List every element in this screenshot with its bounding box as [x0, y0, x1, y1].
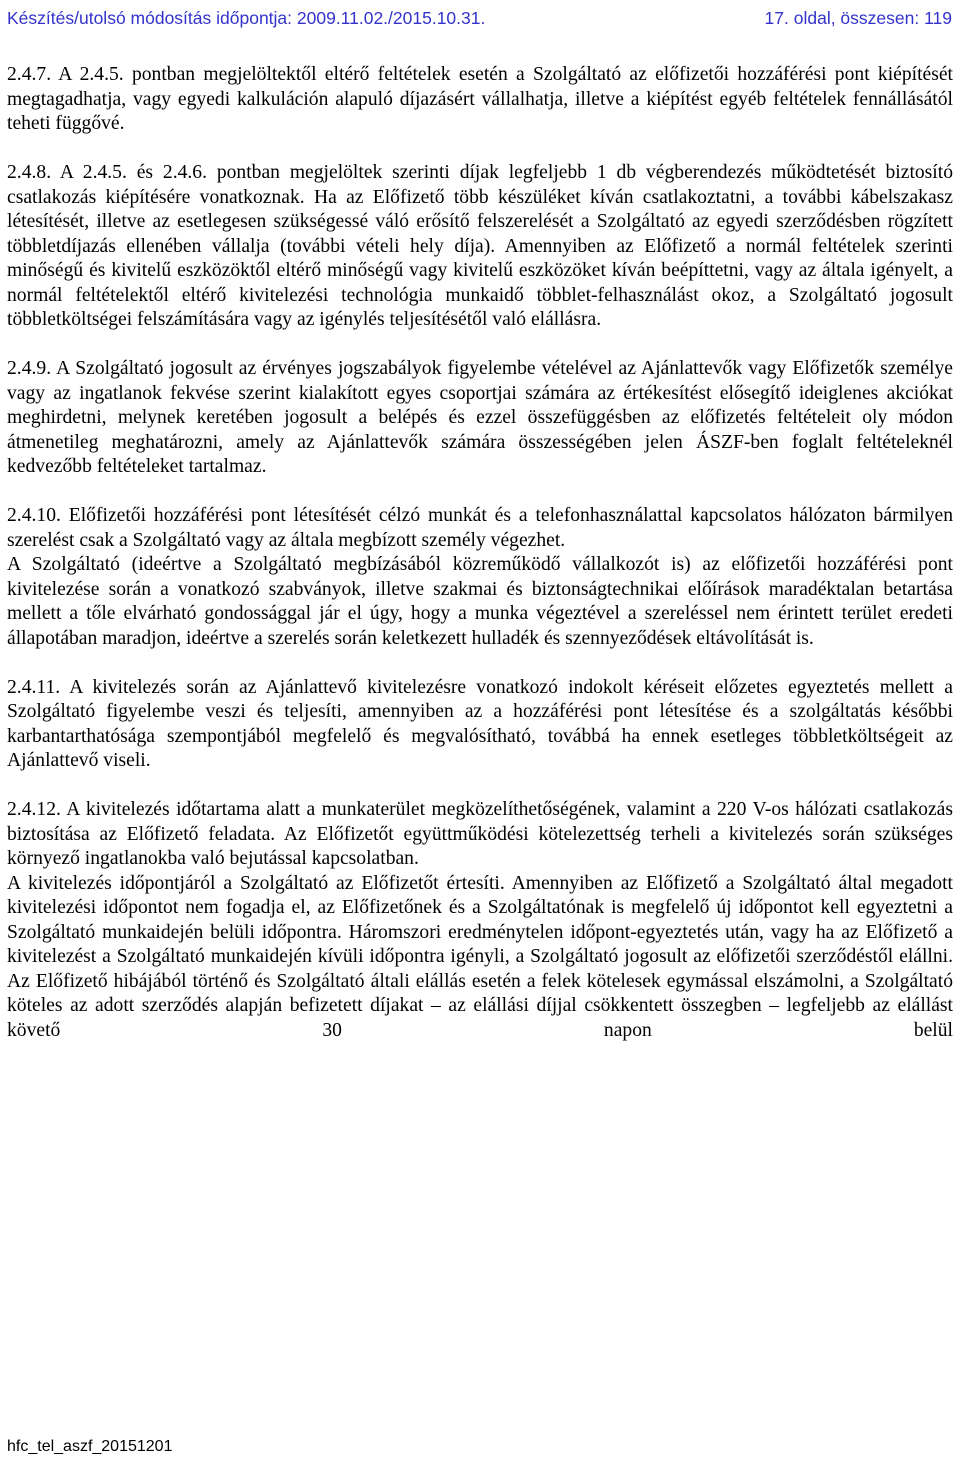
document-body: [7, 63, 953, 1043]
page-footer: hfc_tel_aszf_20151201: [7, 1438, 173, 1455]
paragraph-2-4-10: 2.4.10. Előfizetői hozzáférési pont létesítését célzó munkát és a telefonhasználattal kapcsolatos hálózaton bármilyen szerelést csak a Szolgáltató vagy az általa megbízott személy végezhet.: [7, 505, 953, 551]
paragraph-2-4-7: 2.4.7. A 2.4.5. pontban megjelöltektől eltérő feltételek esetén a Szolgáltató az előfizetői hozzáférési pont kiépítését megtagadhatja, vagy egyedi kalkuláción alapuló díjazásért vállalhatja, illetve a kiépítést egyéb feltételek fennállásától teheti függővé.: [7, 64, 953, 134]
header-page-number: 17. oldal, összesen: 119: [764, 8, 952, 28]
paragraph-2-4-11: 2.4.11. A kivitelezés során az Ajánlattevő kivitelezésre vonatkozó indokolt kéréseit előzetes egyeztetés mellett a Szolgáltató figyelembe veszi és teljesíti, amennyiben az a hozzáférési pont létesítése és a szolgáltatás későbbi karbantarthatósága szempontjából megfelelő és megvalósítható, továbbá ha ennek esetleges többletköltségeit az Ajánlattevő viseli.: [7, 676, 953, 771]
page-header: [7, 8, 952, 32]
paragraph-2-4-9: 2.4.9. A Szolgáltató jogosult az érvényes jogszabályok figyelembe vételével az Ajánlattevők vagy Előfizetők személye vagy az ingatlanok fekvése szerint kialakított egyes csoportjai számára az értékesítést elősegítő ideiglenes akciókat meghirdetni, melynek keretében jogosult a belépés és ezzel összefüggésben az előfizetés feltételeit oly módon átmenetileg meghatározni, amely az Ajánlattevők számára összességében jelen ÁSZF-ben foglalt feltételeknél kedvezőbb feltételeket tartalmaz.: [7, 358, 953, 477]
header-date: Készítés/utolsó módosítás időpontja: 2009.11.02./2015.10.31.: [7, 8, 486, 28]
paragraph-2-4-12: 2.4.12. A kivitelezés időtartama alatt a munkaterület megközelíthetőségének, valamint a 220 V-os hálózati csatlakozás biztosítása az Előfizető feladata. Az Előfizetőt együttműködési kötelezettség terheli a kivitelezés során szükséges környező ingatlanokba való bejutással kapcsolatban.: [7, 799, 953, 869]
paragraph-2-4-8: 2.4.8. A 2.4.5. és 2.4.6. pontban megjelöltek szerinti díjak legfeljebb 1 db végberendezés működtetését biztosító csatlakozás kiépítésére vonatkoznak. Ha az Előfizető több készüléket kíván csatlakoztatni, a további kábelszakasz létesítését, illetve az esetlegesen szükségessé váló erősítő felszerelését a Szolgáltató az egyedi szerződésben rögzített többletdíjazás ellenében vállalja (további vételi hely díja). Amennyiben az Előfizető a normál feltételek szerinti minőségű és kivitelű eszközöktől eltérő minőségű vagy kivitelű eszközöket kíván beépíttetni, vagy az általa igényelt, a normál feltételektől eltérő kivitelezési technológia munkaidő többlet-felhasználást okoz, a Szolgáltató jogosult többletköltségei felszámítására vagy az igénylés teljesítésétől való elállásra.: [7, 162, 953, 330]
paragraph-2-4-12-continued: A kivitelezés időpontjáról a Szolgáltató az Előfizetőt értesíti. Amennyiben az Előfizető a Szolgáltató által megadott kivitelezési időpontot nem fogadja el, az Előfizetőnek és a Szolgáltatónak is megfelelő új időpontot kell egyeztetni a Szolgáltató munkaidején belüli időpontra. Háromszori eredménytelen időpont-egyeztetés után, vagy ha az Előfizető a kivitelezést a Szolgáltató munkaidején kívüli időpontra igényli, a Szolgáltató jogosult az előfizetői szerződéstől elállni. Az Előfizető hibájából történő és Szolgáltató általi elállás esetén a felek kötelesek egymással elszámolni, a Szolgáltató köteles az adott szerződés alapján befizetett díjakat – az elállási díjjal csökkentett összegben – legfeljebb az elállást követő 30 napon belül: [7, 872, 953, 1041]
paragraph-2-4-10-continued: A Szolgáltató (ideértve a Szolgáltató megbízásából közreműködő vállalkozót is) az előfizetői hozzáférési pont kivitelezése során a vonatkozó szabványok, illetve szakmai és biztonságtechnikai előírások maradéktalan betartása mellett a tőle elvárható gondossággal jár el úgy, hogy a munka végeztével a szereléssel nem érintett terület eredeti állapotában maradjon, ideértve a szerelés során keletkezett hulladék és szennyeződések eltávolítását is.: [7, 554, 953, 649]
